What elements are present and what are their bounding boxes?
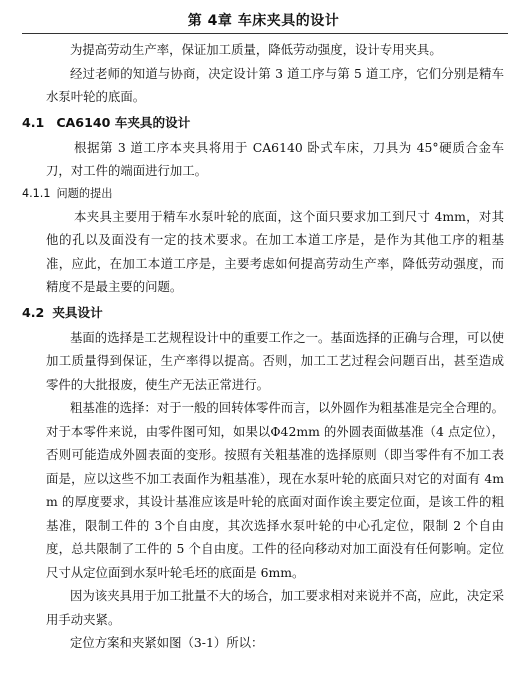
section-number: 4.2	[22, 304, 45, 320]
section-4-1-1-paragraph-1: 本夹具主要用于精车水泵叶轮的底面，这个面只要求加工到尺寸 4mm，对其他的孔以及面没有一定的技术要求。在加工本道工序是，是作为其他工序的粗基准，应此，在加工本道工序是，主要考虑如何提高劳动生产率，降低劳动强度，而精度不是最主要的问题。	[46, 208, 504, 294]
section-4-2-paragraph-2: 粗基准的选择：对于一般的回转体零件而言，以外圆作为粗基准是完全合理的。对于本零件来说，由零件图可知，如果以Φ42mm 的外圆表面做基准（4 点定位），否则可能造成外圆表面的变形。按照有关粗基准的选择原则（即当零件有不加工表面是，应以这些不加工表面作为粗基准），现在水泵叶轮的底面只对它的对面有 4mm 的厚度要求，其设计基准应该是叶轮的底面对面作诶主要定位面，是该工件的粗基准，限制工件的 3个自由度，其次选择水泵叶轮的中心孔定位，限制 2 个自由度，总共限制了工件的 5 个自由度。工件的径向移动对加工面没有任何影响。定位尺寸从定位面到水泵叶轮毛坯的底面是 6mm。	[46, 400, 504, 580]
section-heading-4-1	[22, 111, 504, 135]
intro-paragraph-1: 为提高劳动生产率，保证加工质量，降低劳动强度，设计专用夹具。	[70, 42, 442, 57]
section-4-1-paragraph-1: 根据第 3 道工序本夹具将用于 CA6140 卧式车床，刀具为 45°硬质合金车刀，对工件的端面进行加工。	[46, 139, 504, 178]
section-4-2-paragraph-3: 因为该夹具用于加工批量不大的场合，加工要求相对来说并不高，应此，决定采用手动夹紧。	[46, 588, 504, 627]
chapter-title: 第 4章 车床夹具的设计	[187, 13, 340, 29]
section-heading-4-2	[22, 301, 504, 325]
section-4-2-paragraph-4: 定位方案和夹紧如图（3-1）所以：	[70, 635, 264, 650]
header-divider	[22, 33, 508, 34]
document-body	[22, 38, 504, 655]
section-title: CA6140 车夹具的设计	[56, 114, 191, 130]
intro-paragraph-2: 经过老师的知道与协商，决定设计第 3 道工序与第 5 道工序，它们分别是精车水泵叶轮的底面。	[46, 65, 504, 104]
section-number: 4.1.1	[22, 186, 51, 200]
section-title: 夹具设计	[52, 304, 103, 320]
section-heading-4-1-1	[22, 183, 504, 205]
section-title: 问题的提出	[56, 186, 113, 200]
section-4-2-paragraph-1: 基面的选择是工艺规程设计中的重要工作之一。基面选择的正确与合理，可以使加工质量得到保证，生产率得以提高。否则，加工工艺过程会问题百出，甚至造成零件的大批报废，使生产无法正常进行。	[46, 329, 504, 392]
section-number: 4.1	[22, 114, 45, 130]
